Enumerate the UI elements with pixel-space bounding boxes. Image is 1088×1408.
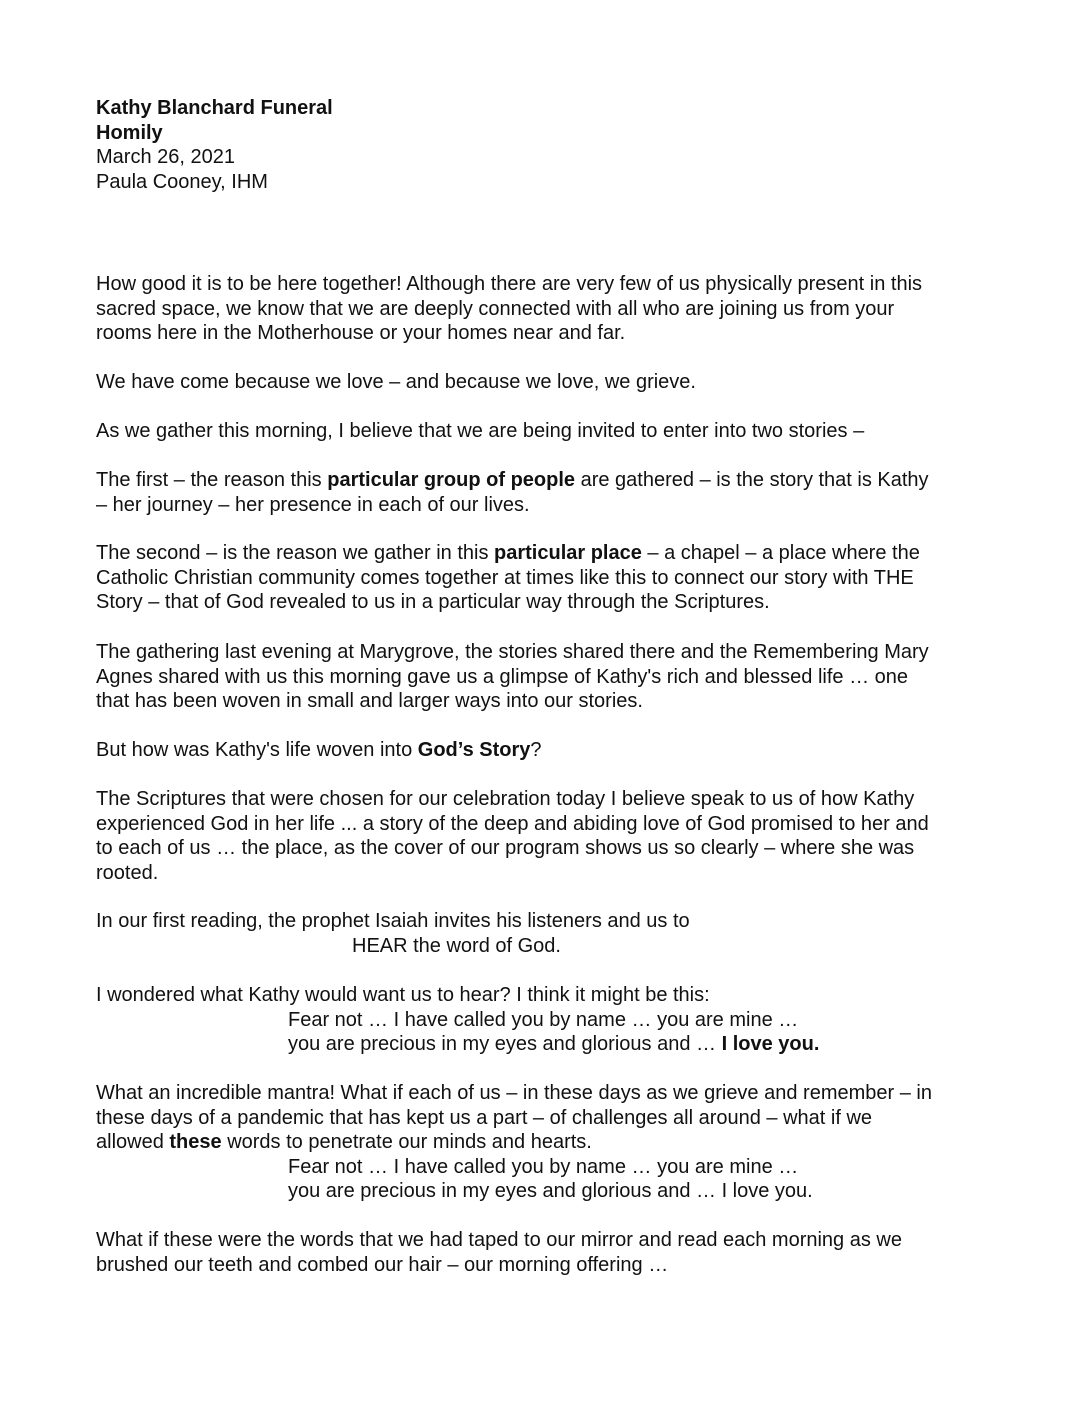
text-run: ? [530, 739, 542, 761]
text-line: rooms here in the Motherhouse or your homes near and far. [96, 322, 626, 344]
paragraph-7 [96, 738, 996, 763]
text-line: We have come because we love – and because we love, we grieve. [96, 371, 696, 393]
text-line: to each of us … the place, as the cover of our program shows us so clearly – where she was [96, 837, 915, 859]
paragraph-6 [96, 640, 996, 714]
text-line: Catholic Christian community comes together at times like this to connect our story with THE [96, 566, 914, 589]
emphasis-text: particular group of people [327, 469, 576, 491]
quote-line: you are precious in my eyes and glorious and … I love you. [288, 1180, 813, 1202]
paragraph-1 [96, 272, 996, 346]
text-line: rooted. [96, 861, 159, 884]
text-run: But how was Kathy's life woven into [96, 739, 418, 761]
emphasis-text: particular place [494, 542, 642, 564]
text-line: sacred space, we know that we are deeply connected with all who are joining us from your [96, 297, 895, 320]
text-line: brushed our teeth and combed our hair – our morning offering … [96, 1253, 669, 1276]
paragraph-3 [96, 419, 996, 444]
emphasis-text: these [169, 1131, 222, 1153]
quote-line: Fear not … I have called you by name … you are mine … [288, 1008, 799, 1031]
text-line: I wondered what Kathy would want us to hear? I think it might be this: [96, 984, 710, 1006]
text-line: How good it is to be here together! Although there are very few of us physically present in this [96, 273, 923, 295]
text-line [96, 738, 996, 763]
emphasis-text: God’s Story [417, 739, 531, 761]
text-line: What an incredible mantra! What if each of us – in these days as we grieve and remember – in [96, 1082, 932, 1104]
document-heading [96, 96, 333, 194]
text-line: these days of a pandemic that has kept us a part – of challenges all around – what if we [96, 1106, 873, 1129]
paragraph-4 [96, 468, 996, 517]
paragraph-12 [96, 1228, 996, 1277]
paragraph-2 [96, 370, 996, 395]
text-line: What if these were the words that we had taped to our mirror and read each morning as we [96, 1229, 902, 1251]
document-date: March 26, 2021 [96, 146, 235, 168]
text-run: The second – is the reason we gather in this [96, 542, 495, 564]
paragraph-10 [96, 983, 996, 1057]
paragraph-11 [96, 1081, 996, 1204]
text-run: you are precious in my eyes and glorious and … [288, 1033, 722, 1055]
document-subtitle: Homily [96, 121, 163, 144]
text-run: are gathered – is the story that is Kathy [575, 469, 929, 491]
text-line [96, 468, 996, 493]
emphasis-text: I love you [721, 1033, 814, 1055]
text-line: Story – that of God revealed to us in a particular way through the Scriptures. [96, 591, 770, 613]
text-run: The first – the reason this [96, 469, 328, 491]
paragraph-5 [96, 541, 996, 615]
document-author: Paula Cooney, IHM [96, 170, 268, 193]
text-run: allowed [96, 1131, 170, 1153]
quote-line: Fear not … I have called you by name … you are mine … [288, 1155, 799, 1178]
text-line: that has been woven in small and larger ways into our stories. [96, 690, 643, 712]
text-line: Agnes shared with us this morning gave us a glimpse of Kathy's rich and blessed life … one [96, 665, 909, 688]
text-line: The Scriptures that were chosen for our celebration today I believe speak to us of how Kathy [96, 788, 915, 810]
text-run: words to penetrate our minds and hearts. [221, 1131, 592, 1153]
text-line: HEAR the word of God. [352, 934, 561, 957]
paragraph-9 [96, 909, 996, 958]
text-line: – her journey – her presence in each of our lives. [96, 493, 530, 516]
text-run: . [813, 1033, 820, 1055]
quote-line [96, 1032, 996, 1057]
paragraph-8 [96, 787, 996, 885]
document-title: Kathy Blanchard Funeral [96, 97, 333, 119]
text-line [96, 1130, 996, 1155]
text-line [96, 541, 996, 566]
text-line: experienced God in her life ... a story of the deep and abiding love of God promised to her and [96, 812, 929, 835]
text-run: – a chapel – a place where the [641, 542, 920, 564]
text-line: The gathering last evening at Marygrove, the stories shared there and the Remembering Mary [96, 641, 929, 663]
text-line: In our first reading, the prophet Isaiah invites his listeners and us to [96, 910, 690, 932]
text-line: As we gather this morning, I believe that we are being invited to enter into two stories – [96, 420, 865, 442]
